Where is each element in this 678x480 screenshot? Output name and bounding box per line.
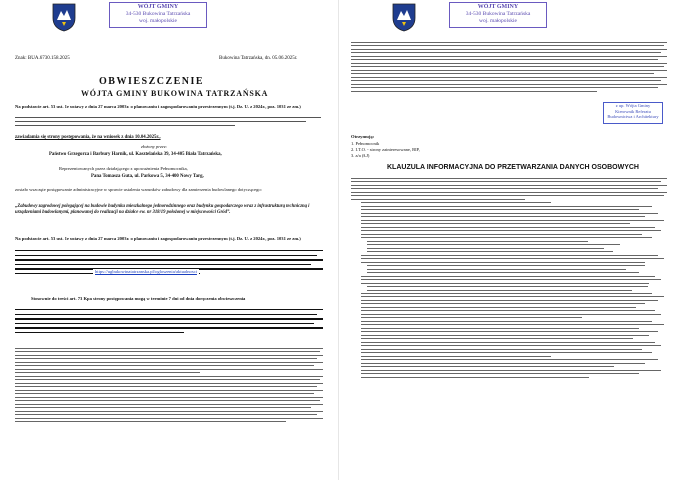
- notice-title: OBWIESZCZENIE: [99, 76, 205, 87]
- intro-paragraph: Na podstawie art. 53 ust. 1e ustawy z dnia 27 marca 2003r. o planowaniu i zagospodarowaniu przestrzennym (t.j. Dz. U. z 2024r., poz. 1031 ze zm.): [15, 104, 301, 109]
- notice-subtitle: WÓJTA GMINY BUKOWINA TATRZAŃSKA: [81, 89, 269, 98]
- intro-text-lines: [15, 117, 321, 130]
- stamp-line: WÓJT GMINY: [137, 4, 179, 10]
- stamp-line: woj. małopolskie: [139, 17, 177, 24]
- distribution-item: 3. a/a (ŁJ): [351, 153, 370, 158]
- bip-link[interactable]: https://ugbukowinatatrzanska.pl/ogloszenia/aktualnosci: [95, 269, 197, 274]
- distribution-item: 1. Pełnomocnik: [351, 141, 380, 146]
- body-text-lines: [15, 348, 323, 425]
- distribution-list: [351, 141, 420, 159]
- notice-page-right: [341, 0, 677, 480]
- notice-paragraph: Stosownie do treści art. 73 Kpa strony postępowania mogą w terminie 7 dni od dnia doręczenia obwieszczenia: [31, 296, 246, 301]
- signature-stamp-line: Budownictwa i Architektury: [607, 114, 659, 119]
- page-header: [1, 0, 337, 56]
- case-number: Znak: BUA.6730.158.2025: [15, 56, 70, 61]
- office-stamp: [109, 2, 207, 28]
- distribution-label: Otrzymują:: [351, 134, 375, 139]
- stamp-line: 34-530 Bukowina Tatrzańska: [125, 10, 191, 17]
- stamp-line: 34-530 Bukowina Tatrzańska: [465, 10, 531, 17]
- issued-label: zostało wszczęte postępowanie administracyjne w sprawie ustalenia warunków zabudowy dla zamierzenia budowlanego dotyczącego:: [15, 187, 262, 192]
- clause-text-lines: [351, 178, 667, 380]
- office-stamp: [449, 2, 547, 28]
- project-description: „Zabudowy zagrodowej polegającej na budowie budynku mieszkalnego jednorodzinnego oraz budynku gospodarczego wraz z infrastrukturą techniczną i urządzeniami budowlanymi, planowanej do realizacji na działce ew. nr 318/19 położonej w miejscowości Gród”.: [15, 204, 310, 215]
- notice-page-left: [1, 0, 337, 480]
- coat-of-arms-icon: [391, 2, 417, 32]
- notice-text-lines: [15, 309, 323, 336]
- page-divider: [338, 0, 339, 480]
- representative-name: Pana Tomasza Guta, ul. Parkowa 5, 34-400 Nowy Targ,: [91, 174, 204, 179]
- representative-label: Reprezentowanych przez działającego z upoważnienia Pełnomocnika,: [59, 166, 188, 171]
- signature-stamp-line: z up. Wójta Gminy: [615, 103, 651, 108]
- signature-stamp: [603, 102, 663, 124]
- stamp-line: woj. małopolskie: [479, 17, 517, 24]
- applicant-label: złożony przez:: [141, 144, 168, 149]
- clause-title: KLAUZULA INFORMACYJNA DO PRZETWARZANIA DANYCH OSOBOWYCH: [387, 164, 639, 171]
- place-date: Bukowina Tatrzańska, dn. 05.06.2025r.: [219, 56, 298, 61]
- article-paragraph: Na podstawie art. 53 ust. 1e ustawy z dnia 27 marca 2003r. o planowaniu i zagospodarowaniu przestrzennym (t.j. Dz. U. z 2024r., poz. 1031 ze zm.): [15, 236, 301, 241]
- signature-stamp-line: Kierownik Referatu: [615, 108, 651, 114]
- decision-label: zawiadamia się strony postępowania, że na wniosek z dnia 10.04.2025r.,: [15, 135, 161, 140]
- continuation-text-lines: [351, 42, 667, 94]
- applicant-name: Państwo Grzegorza i Barbury Harnik, ul. Kasztelańska 39, 34-405 Biała Tatrzańska,: [49, 152, 222, 157]
- coat-of-arms-icon: [51, 2, 77, 32]
- stamp-line: WÓJT GMINY: [477, 4, 519, 10]
- distribution-item: 2. I.T.O. - strony zainteresowane, BIP,: [351, 147, 420, 152]
